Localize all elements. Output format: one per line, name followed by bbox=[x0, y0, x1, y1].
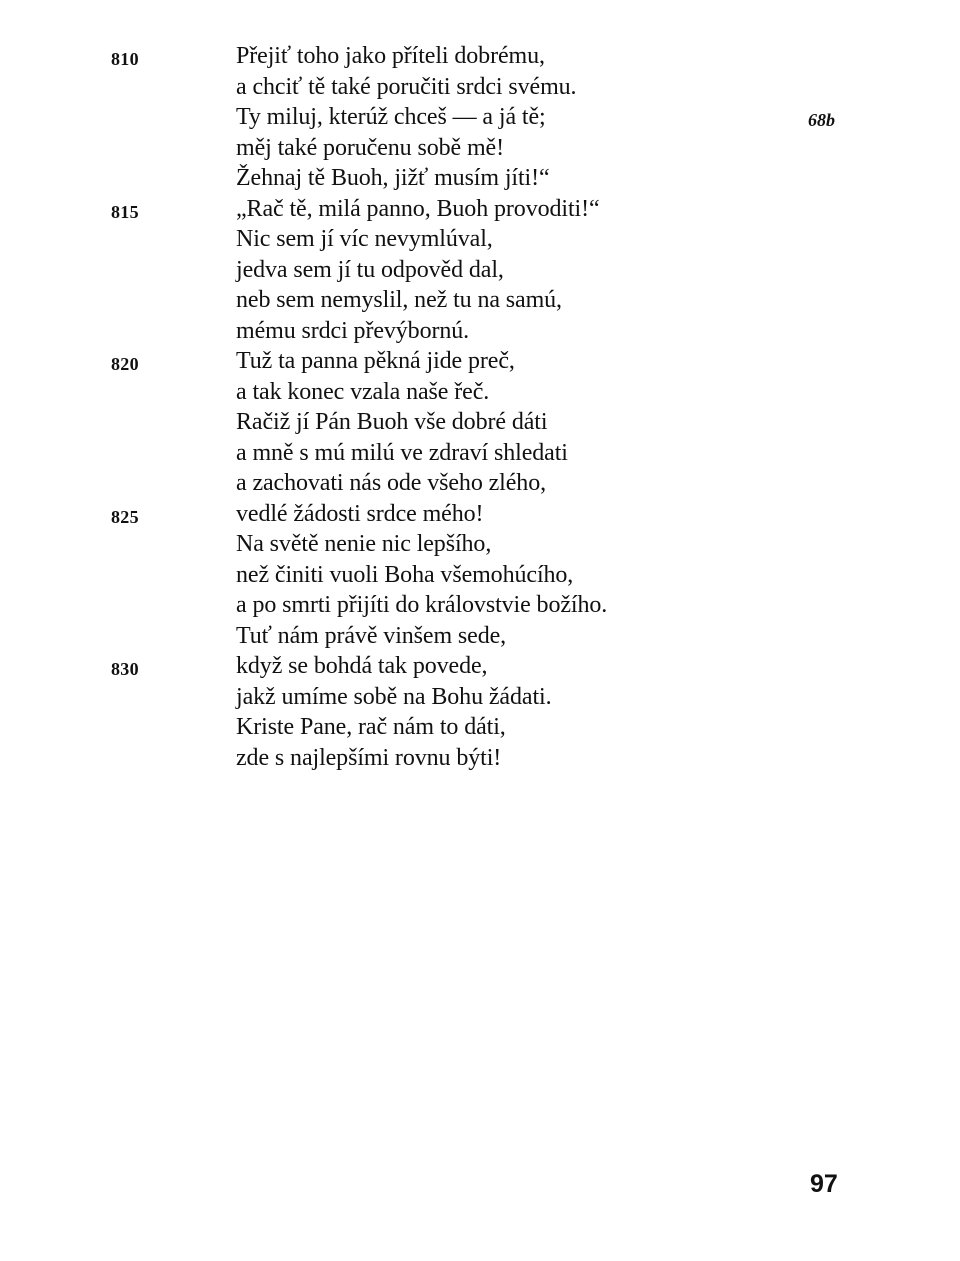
poem-line bbox=[0, 529, 960, 560]
verse-text: Na světě nenie nic lepšího, bbox=[236, 531, 492, 557]
verse-text: měj také poručenu sobě mě! bbox=[236, 134, 504, 161]
verse-text: Tuť nám právě vinšem sede, bbox=[236, 622, 507, 649]
verse-text: Přejiť toho jako příteli dobrému, bbox=[236, 43, 545, 69]
verse-text: „Rač tě, milá panno, Buoh provoditi!“ bbox=[236, 195, 600, 222]
poem-line bbox=[0, 621, 960, 652]
poem-line bbox=[0, 377, 960, 408]
folio-marginal-note: 68b bbox=[808, 110, 835, 130]
poem-line bbox=[0, 407, 960, 438]
line-number: 830 bbox=[111, 659, 139, 679]
verse-text: Ty miluj, kterúž chceš — a já tě; bbox=[236, 104, 546, 130]
poem-line bbox=[0, 72, 960, 103]
verse-text: a mně s mú milú ve zdraví shledati bbox=[236, 439, 568, 466]
verse-text: Nic sem jí víc nevymlúval, bbox=[236, 226, 493, 252]
poem-text bbox=[0, 41, 960, 773]
verse-text: než činiti vuoli Boha všemohúcího, bbox=[236, 561, 574, 588]
page-number: 97 bbox=[810, 1170, 838, 1198]
poem-line bbox=[0, 712, 960, 743]
poem-line bbox=[0, 560, 960, 591]
poem-line bbox=[0, 163, 960, 194]
poem-line bbox=[0, 316, 960, 347]
poem-line bbox=[0, 651, 960, 682]
line-number: 810 bbox=[111, 49, 139, 69]
poem-line bbox=[0, 682, 960, 713]
verse-text: Račiž jí Pán Buoh vše dobré dáti bbox=[236, 409, 548, 435]
poem-line bbox=[0, 255, 960, 286]
verse-text: zde s najlepšími rovnu býti! bbox=[236, 744, 502, 771]
verse-text: a tak konec vzala naše řeč. bbox=[236, 378, 490, 405]
verse-text: neb sem nemyslil, než tu na samú, bbox=[236, 287, 562, 313]
poem-line bbox=[0, 224, 960, 255]
verse-text: vedlé žádosti srdce mého! bbox=[236, 500, 484, 527]
poem-line bbox=[0, 438, 960, 469]
verse-text: jedva sem jí tu odpověd dal, bbox=[236, 256, 504, 283]
poem-line bbox=[0, 499, 960, 530]
poem-line bbox=[0, 285, 960, 316]
verse-text: a chciť tě také poručiti srdci svému. bbox=[236, 73, 577, 100]
line-number: 820 bbox=[111, 354, 139, 374]
verse-text: a zachovati nás ode všeho zlého, bbox=[236, 470, 547, 496]
verse-text: jakž umíme sobě na Bohu žádati. bbox=[236, 683, 552, 710]
verse-text: a po smrti přijíti do královstvie božího. bbox=[236, 592, 608, 618]
verse-text: když se bohdá tak povede, bbox=[236, 653, 488, 679]
poem-line bbox=[0, 133, 960, 164]
poem-line bbox=[0, 590, 960, 621]
poem-line bbox=[0, 743, 960, 774]
verse-text: Kriste Pane, rač nám to dáti, bbox=[236, 714, 506, 740]
verse-text: mému srdci převýbornú. bbox=[236, 317, 470, 344]
line-number: 825 bbox=[111, 506, 139, 527]
poem-line bbox=[0, 194, 960, 225]
poem-line bbox=[0, 41, 960, 72]
verse-text: Žehnaj tě Buoh, jižť musím jíti!“ bbox=[236, 165, 550, 191]
verse-text: Tuž ta panna pěkná jide preč, bbox=[236, 348, 515, 374]
line-number: 815 bbox=[111, 201, 139, 222]
poem-line bbox=[0, 468, 960, 499]
poem-line bbox=[0, 346, 960, 377]
poem-line bbox=[0, 102, 960, 133]
